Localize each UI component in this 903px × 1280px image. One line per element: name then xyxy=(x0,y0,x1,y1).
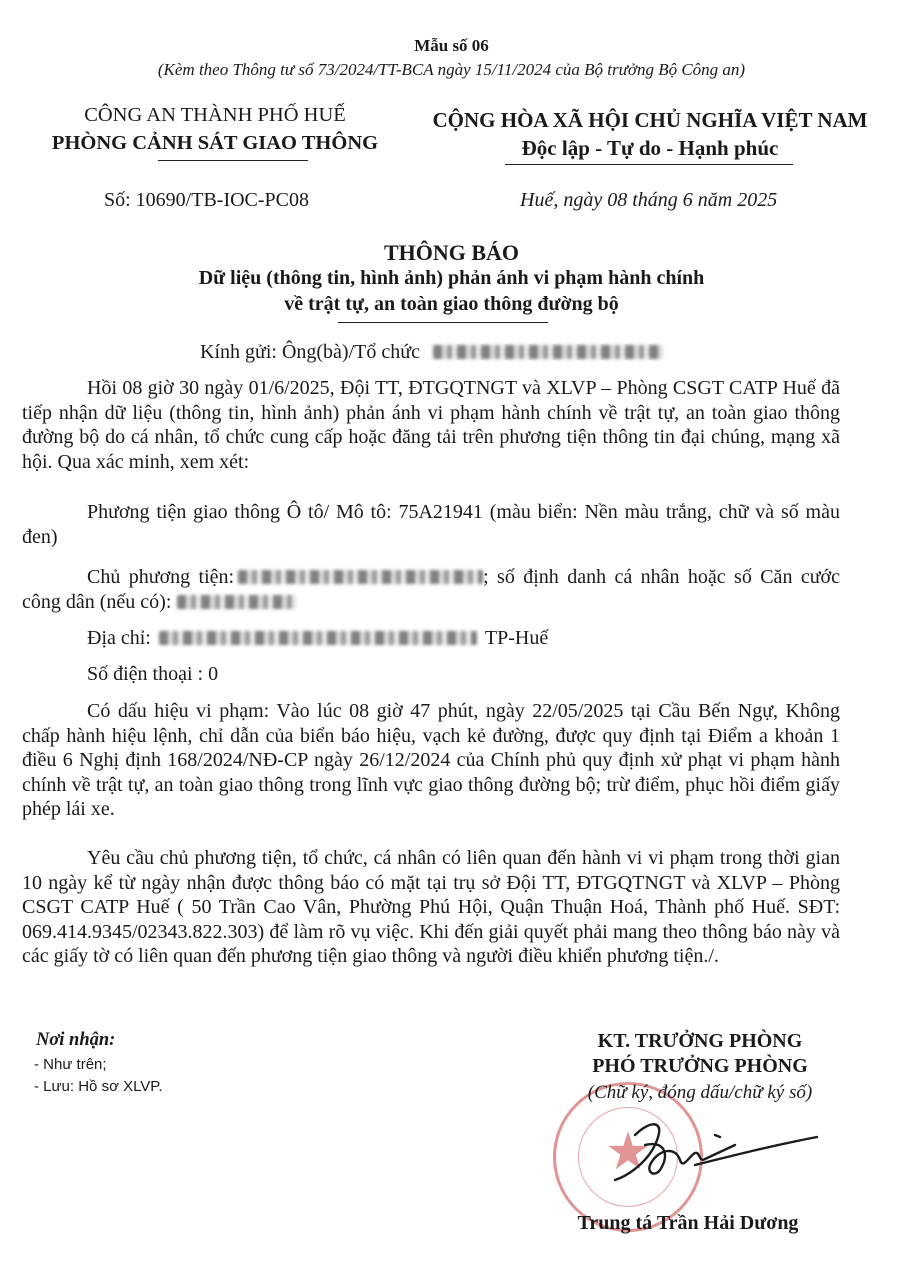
handwritten-signature-icon xyxy=(595,1115,825,1200)
agency-name: CÔNG AN THÀNH PHỐ HUẾ xyxy=(84,104,346,126)
motto-underline xyxy=(505,164,793,165)
signer-name: Trung tá Trần Hải Dương xyxy=(577,1212,799,1234)
violation-paragraph xyxy=(22,699,840,822)
phone-text: Số điện thoại : 0 xyxy=(87,663,219,685)
vehicle-line xyxy=(22,500,840,549)
address-line xyxy=(22,626,840,651)
owner-label: Chủ phương tiện: xyxy=(87,566,235,588)
owner-line xyxy=(22,565,840,614)
document-number: Số: 10690/TB-IOC-PC08 xyxy=(104,189,310,211)
redacted-id xyxy=(177,595,297,609)
owner-id-label: ; số định danh cá nhân hoặc số Căn cước công dân (nếu có): xyxy=(22,566,841,613)
signer-authority: KT. TRƯỞNG PHÒNG xyxy=(597,1030,803,1052)
recipient-item-2: - Lưu: Hồ sơ XLVP. xyxy=(34,1078,163,1095)
phone-line xyxy=(22,662,840,687)
place-date: Huế, ngày 08 tháng 6 năm 2025 xyxy=(520,189,778,211)
official-seal-icon: ★ xyxy=(553,1082,703,1232)
address-city: TP-Huế xyxy=(484,627,549,649)
body-intro-text: Hồi 08 giờ 30 ngày 01/6/2025, Đội TT, ĐTGQTNGT và XLVP – Phòng CSGT CATP Huế đã tiếp nhận dữ liệu (thông tin, hình ảnh) phản ánh vi phạm hành chính về trật tự, an toàn giao thông đường bộ do cá nhân, tổ chức cung cấp hoặc đăng tải trên phương tiện thông tin đại chúng, mạng xã hội. Qua xác minh, xem xét: xyxy=(22,377,840,473)
redacted-recipient xyxy=(433,345,663,359)
notice-subtitle-1: Dữ liệu (thông tin, hình ảnh) phản ánh vi phạm hành chính xyxy=(198,267,705,289)
title-underline xyxy=(338,322,548,323)
notice-subtitle-2: về trật tự, an toàn giao thông đường bộ xyxy=(284,293,619,315)
redacted-owner xyxy=(238,570,483,584)
request-text: Yêu cầu chủ phương tiện, tổ chức, cá nhân có liên quan đến hành vi vi phạm trong thời gian 10 ngày kể từ ngày nhận được thông báo có mặt tại trụ sở Đội TT, ĐTGQTNGT và XLVP – Phòng CSGT CATP Huế ( 50 Trần Cao Vân, Phường Phú Hội, Quận Thuận Hoá, Thành phố Huế. SĐT: 069.414.9345/02343.822.303) để làm rõ vụ việc. Khi đến giải quyết phải mang theo thông báo này và các giấy tờ có liên quan đến phương tiện giao thông và người điều khiển phương tiện./. xyxy=(22,847,840,968)
recipient-line xyxy=(200,341,663,364)
body-intro xyxy=(22,376,840,474)
signature-note: (Chữ ký, đóng dấu/chữ ký số) xyxy=(587,1082,813,1103)
violation-text: Có dấu hiệu vi phạm: Vào lúc 08 giờ 47 phút, ngày 22/05/2025 tại Cầu Bến Ngự, Không chấp hành hiệu lệnh, chỉ dẫn của biển báo hiệu, vạch kẻ đường, được quy định tại Điểm a khoản 1 điều 6 Nghị định 168/2024/NĐ-CP ngày 26/12/2024 của Chính phủ quy định xử phạt vi phạm hành chính về trật tự, an toàn giao thông trong lĩnh vực giao thông đường bộ; trừ điểm, phục hồi điểm giấy phép lái xe. xyxy=(22,700,840,821)
redacted-address xyxy=(159,631,477,645)
form-reference: (Kèm theo Thông tư số 73/2024/TT-BCA ngày 15/11/2024 của Bộ trưởng Bộ Công an) xyxy=(157,60,746,79)
recipient-item-1: - Như trên; xyxy=(34,1056,107,1073)
form-number: Mẫu số 06 xyxy=(414,36,489,55)
request-paragraph xyxy=(22,846,840,969)
recipient-label: Kính gửi: Ông(bà)/Tổ chức xyxy=(200,341,420,363)
address-label: Địa chỉ: xyxy=(87,627,151,649)
agency-department: PHÒNG CẢNH SÁT GIAO THÔNG xyxy=(51,132,379,154)
nation-motto: Độc lập - Tự do - Hạnh phúc xyxy=(521,136,779,160)
notice-title: THÔNG BÁO xyxy=(383,240,520,265)
signer-position: PHÓ TRƯỞNG PHÒNG xyxy=(592,1055,808,1077)
recipients-heading: Nơi nhận: xyxy=(36,1030,116,1050)
nation-title: CỘNG HÒA XÃ HỘI CHỦ NGHĨA VIỆT NAM xyxy=(432,108,868,132)
vehicle-text: Phương tiện giao thông Ô tô/ Mô tô: 75A21941 (màu biển: Nền màu trắng, chữ và số màu đen) xyxy=(22,501,840,548)
agency-underline xyxy=(158,160,308,161)
